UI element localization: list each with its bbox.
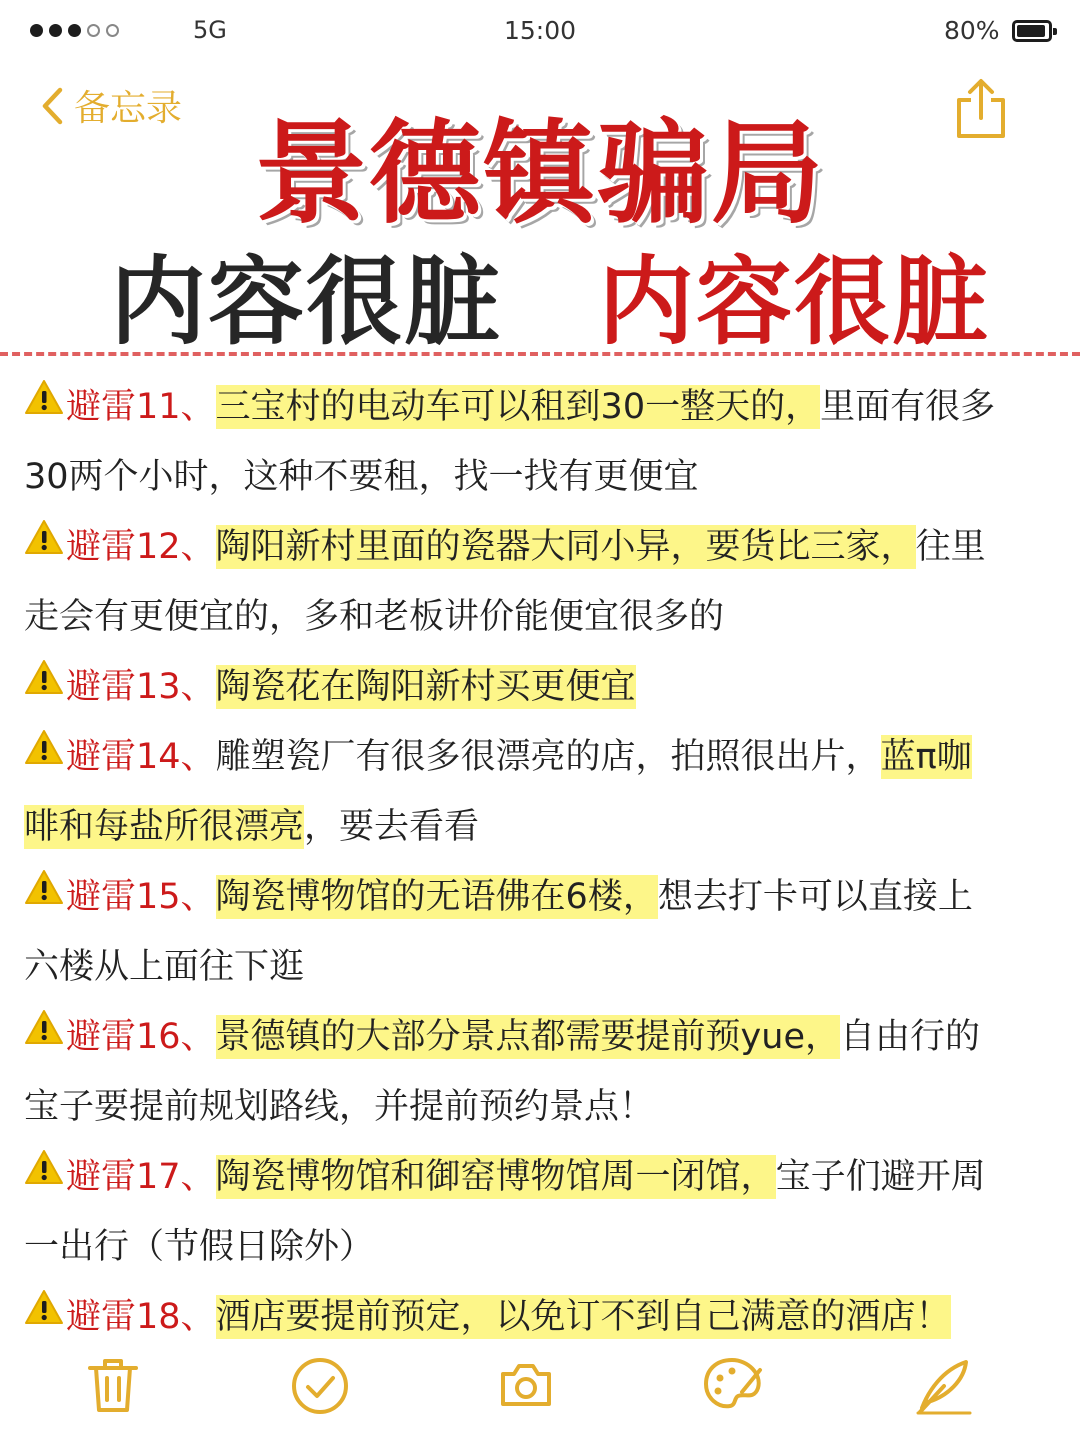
subtitle-left: 内容很脏 [110,246,502,358]
note-line [24,512,1074,582]
palette-icon [702,1356,764,1412]
note-text: 自由行的 [839,1017,980,1057]
back-label: 备忘录 [74,88,183,129]
highlighted-text: 陶瓷花在陶阳新村买更便宜 [215,667,636,707]
highlighted-text: 蓝π咖 [880,737,972,777]
warning-icon [24,510,64,580]
note-line [24,932,1074,1002]
note-line [24,1282,1074,1352]
trash-icon [86,1356,140,1414]
highlighted-text: 陶瓷博物馆的无语佛在6楼， [215,877,658,917]
markup-button[interactable] [702,1356,764,1416]
note-text: 往里 [915,527,986,567]
note-text: 宝子们避开周 [775,1157,986,1197]
note-text: 宝子要提前规划路线，并提前预约景点！ [24,1087,655,1127]
note-text: 雕塑瓷厂有很多很漂亮的店，拍照很出片， [215,737,881,777]
note-text: ，要去看看 [304,807,480,847]
note-text: 30两个小时，这种不要租，找一找有更便宜 [24,457,699,497]
highlighted-text: 酒店要提前预定，以免订不到自己满意的酒店！ [215,1297,951,1337]
note-line [24,1002,1074,1072]
checklist-button[interactable] [290,1356,350,1420]
warning-icon [24,860,64,930]
page-title: 景德镇骗局 [255,109,825,239]
camera-button[interactable] [498,1356,554,1416]
note-text: 里面有很多 [820,387,996,427]
note-line [24,1142,1074,1212]
warning-icon [24,650,64,720]
compose-button[interactable] [914,1356,974,1420]
highlighted-text: 陶瓷博物馆和御窑博物馆周一闭馆， [215,1157,776,1197]
note-text: 六楼从上面往下逛 [24,947,305,987]
warning-tag: 避雷11、 [66,387,216,427]
warning-tag: 避雷12、 [66,527,216,567]
warning-tag: 避雷13、 [66,667,216,707]
note-line [24,1212,1074,1282]
warning-icon [24,1000,64,1070]
dashed-divider [0,352,1080,356]
warning-icon [24,720,64,790]
highlighted-text: 陶阳新村里面的瓷器大同小异，要货比三家， [215,527,916,567]
note-line [24,372,1074,442]
note-line [24,862,1074,932]
warning-icon [24,1140,64,1210]
note-line [24,652,1074,722]
note-line [24,792,1074,862]
warning-tag: 避雷16、 [66,1017,216,1057]
highlighted-text: 景德镇的大部分景点都需要提前预yue， [215,1017,840,1057]
bottom-toolbar [0,1350,1080,1430]
note-line [24,1072,1074,1142]
note-text: 一出行（节假日除外） [24,1227,375,1267]
warning-tag: 避雷18、 [66,1297,216,1337]
checklist-icon [290,1356,350,1416]
note-text: 想去打卡可以直接上 [657,877,973,917]
battery-percentage: 80% [944,16,1000,45]
carrier-label: 5G [193,16,227,44]
pen-icon [914,1356,974,1416]
warning-icon [24,1280,64,1350]
status-bar [0,0,1080,64]
warning-tag: 避雷14、 [66,737,216,777]
note-line [24,582,1074,652]
highlighted-text: 啡和每盐所很漂亮 [24,807,305,847]
note-line [24,722,1074,792]
highlighted-text: 三宝村的电动车可以租到30一整天的， [215,387,821,427]
note-body[interactable] [24,372,1074,1352]
battery-icon [1012,20,1052,42]
camera-icon [498,1356,554,1412]
note-line [24,442,1074,512]
warning-icon [24,370,64,440]
warning-tag: 避雷15、 [66,877,216,917]
signal-strength-icon [30,24,119,37]
status-time: 15:00 [503,16,577,45]
warning-tag: 避雷17、 [66,1157,216,1197]
subtitle-right: 内容很脏 [598,246,990,358]
note-text: 走会有更便宜的，多和老板讲价能便宜很多的 [24,597,725,637]
delete-button[interactable] [86,1356,140,1418]
